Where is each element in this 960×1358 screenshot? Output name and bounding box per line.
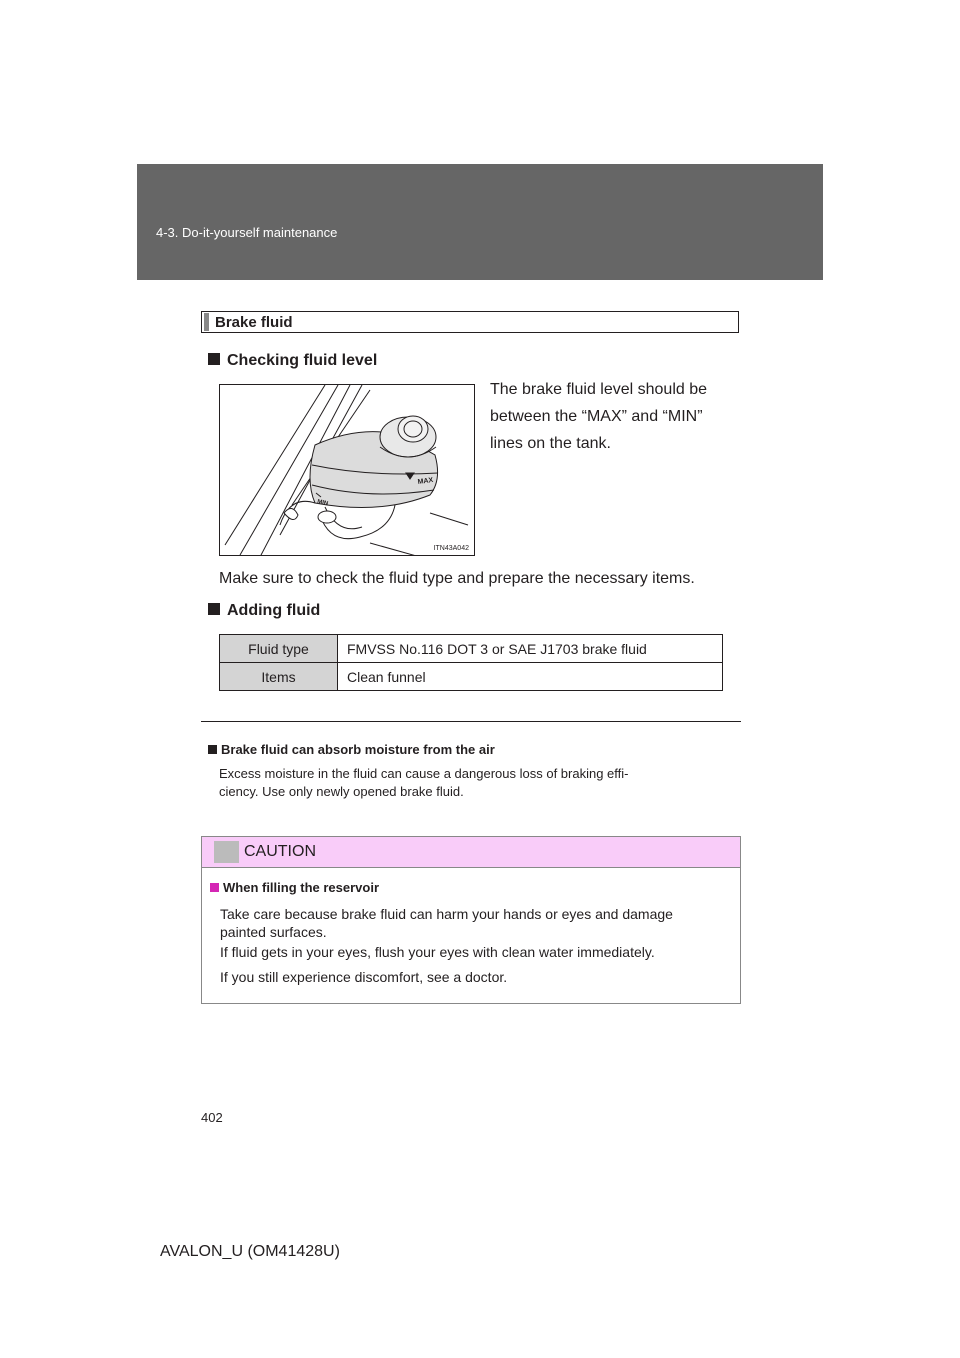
page-number: 402 bbox=[201, 1110, 223, 1125]
checking-description-line: The brake fluid level should be bbox=[490, 381, 708, 398]
fluid-spec-table bbox=[219, 634, 723, 691]
caution-header bbox=[202, 837, 740, 868]
note-heading bbox=[208, 742, 495, 757]
table-row bbox=[220, 663, 723, 691]
section-title-marker bbox=[204, 313, 209, 331]
note-text-line: ciency. Use only newly opened brake fluid. bbox=[219, 784, 464, 799]
caution-box bbox=[201, 836, 741, 1004]
table-label-cell: Items bbox=[220, 663, 338, 691]
table-value-cell: FMVSS No.116 DOT 3 or SAE J1703 brake fluid bbox=[338, 635, 723, 663]
section-title bbox=[201, 311, 739, 333]
caution-label: CAUTION bbox=[244, 843, 316, 860]
header-band bbox=[137, 164, 823, 280]
checking-description bbox=[490, 376, 737, 457]
min-label: MIN bbox=[316, 499, 329, 508]
table-value-cell: Clean funnel bbox=[338, 663, 723, 691]
checking-heading-text: Checking fluid level bbox=[227, 352, 378, 369]
square-bullet-icon bbox=[208, 745, 217, 754]
section-divider bbox=[201, 721, 741, 722]
adding-heading bbox=[208, 602, 320, 620]
caution-icon bbox=[214, 841, 239, 863]
table-label-cell: Fluid type bbox=[220, 635, 338, 663]
caution-paragraph-2: If fluid gets in your eyes, flush your eyes with clean water immediately. bbox=[220, 944, 655, 960]
checking-description-line: lines on the tank. bbox=[490, 435, 611, 452]
reservoir-drawing bbox=[220, 385, 475, 556]
footer-manual-code: AVALON_U (OM41428U) bbox=[160, 1243, 340, 1260]
caution-paragraph-1 bbox=[220, 905, 736, 941]
square-bullet-icon bbox=[208, 603, 220, 615]
square-bullet-icon bbox=[210, 883, 219, 892]
note-heading-text: Brake fluid can absorb moisture from the air bbox=[221, 742, 495, 757]
note-text-line: Excess moisture in the fluid can cause a dangerous loss of braking effi- bbox=[219, 766, 629, 781]
header-section-title: 4-3. Do-it-yourself maintenance bbox=[156, 225, 338, 240]
table-row bbox=[220, 635, 723, 663]
checking-heading bbox=[208, 352, 377, 370]
caution-paragraph-3: If you still experience discomfort, see a doctor. bbox=[220, 969, 508, 985]
caution-text-line: Take care because brake fluid can harm your hands or eyes and damage bbox=[220, 906, 673, 922]
figure-code: ITN43A042 bbox=[433, 545, 469, 552]
note-text bbox=[219, 765, 737, 801]
prepare-text: Make sure to check the fluid type and prepare the necessary items. bbox=[219, 570, 695, 587]
caution-text-line: painted surfaces. bbox=[220, 924, 327, 940]
max-label: MAX bbox=[417, 476, 434, 486]
section-title-text: Brake fluid bbox=[215, 314, 293, 331]
adding-heading-text: Adding fluid bbox=[227, 602, 321, 619]
checking-description-line: between the “MAX” and “MIN” bbox=[490, 408, 703, 425]
caution-item-heading-text: When filling the reservoir bbox=[223, 880, 380, 895]
brake-reservoir-illustration bbox=[219, 384, 475, 556]
caution-item-heading bbox=[210, 880, 379, 895]
square-bullet-icon bbox=[208, 353, 220, 365]
